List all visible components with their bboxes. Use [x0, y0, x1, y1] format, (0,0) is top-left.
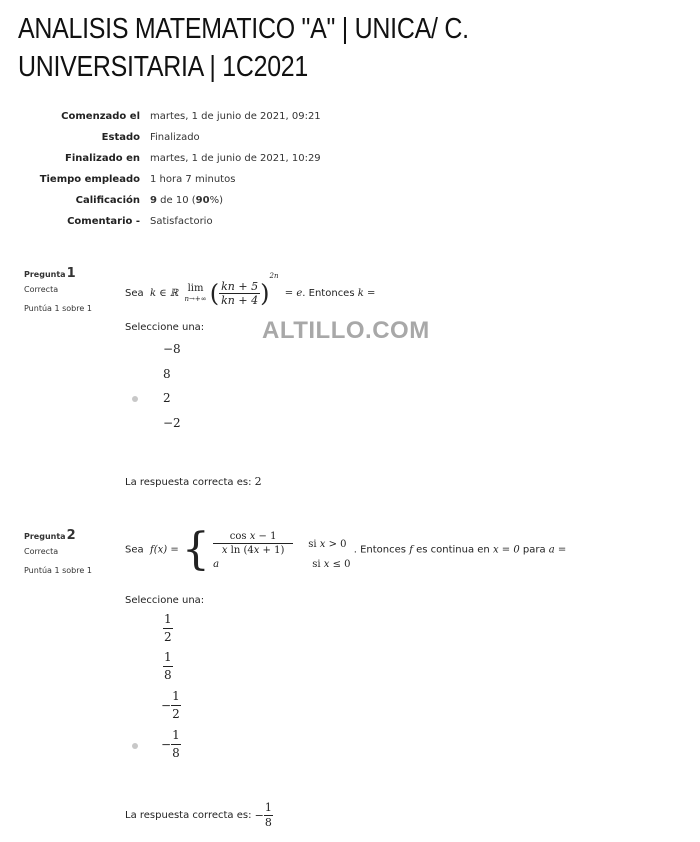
summary-label: Estado	[101, 132, 140, 143]
watermark: ALTILLO.COM	[262, 317, 430, 344]
correct-answer-sign: −	[254, 809, 264, 822]
question-mid-text: es continua en	[416, 544, 490, 556]
radio-selected-icon[interactable]	[132, 396, 138, 402]
answer-option[interactable]: − $\frac{1}{2}$	[161, 689, 180, 721]
question-prefix: Sea	[125, 288, 144, 299]
correct-answer-value: $\frac{1}{8}$	[264, 801, 272, 829]
summary-value: martes, 1 de junio de 2021, 09:21	[150, 111, 321, 122]
summary-label: Calificación	[75, 195, 140, 206]
grade-percent: 90	[195, 195, 210, 206]
question-grade: Puntúa 1 sobre 1	[24, 566, 92, 575]
summary-label: Comenzado el	[61, 111, 140, 122]
summary-label: Comentario -	[67, 216, 140, 227]
grade-percent-sign: %)	[209, 195, 223, 206]
question-label: Pregunta	[24, 532, 66, 541]
summary-value: martes, 1 de junio de 2021, 10:29	[150, 153, 321, 164]
question-text: Sea f(x) = { $\frac{\text{cos x − 1}}{\text{x ln (4x + 1)}}$ si x > 0 a si x ≤ 0 . Entonces f es continua en x = 0 para a =	[125, 524, 567, 575]
question-info	[24, 528, 92, 575]
question-suffix: . Entonces	[353, 544, 406, 556]
summary-label: Tiempo empleado	[39, 174, 140, 185]
correct-answer-label: La respuesta correcta es:	[125, 810, 252, 821]
math-expression: k ∈ ℝ lim n→+∞ ( $\frac{kn + 5}{kn + 4}$ )$^{2n}$ = e	[146, 272, 303, 308]
question-suffix: . Entonces	[302, 288, 355, 299]
question-para-text: para	[522, 544, 546, 556]
correct-answer	[125, 475, 262, 488]
grade-score: 9	[150, 195, 157, 206]
question-state: Correcta	[24, 285, 59, 294]
correct-answer	[125, 801, 273, 830]
select-prompt: Seleccione una:	[125, 322, 205, 333]
answer-option[interactable]: − $\frac{1}{8}$	[161, 728, 180, 760]
answer-option[interactable]: 8	[163, 367, 171, 381]
question-label: Pregunta	[24, 270, 66, 279]
grade-total: de 10 (	[156, 195, 196, 206]
question-number: 2	[66, 528, 76, 543]
answer-option[interactable]: −8	[163, 342, 181, 356]
select-prompt: Seleccione una:	[125, 595, 205, 606]
grade-value	[150, 194, 223, 208]
answer-option[interactable]: $\frac{1}{2}$	[164, 612, 172, 644]
summary-value: 1 hora 7 minutos	[150, 174, 236, 185]
answer-option[interactable]: −2	[163, 416, 181, 430]
question-grade: Puntúa 1 sobre 1	[24, 304, 92, 313]
question-number: 1	[66, 266, 76, 281]
correct-answer-value: 2	[254, 475, 262, 488]
brace-icon: {	[181, 524, 210, 575]
summary-value: Satisfactorio	[150, 216, 213, 227]
summary-label: Finalizado en	[65, 153, 140, 164]
question-state: Correcta	[24, 547, 59, 556]
page-title: ANALISIS MATEMATICO "A" | UNICA/ C. UNIVERSITARIA | 1C2021	[18, 13, 469, 83]
answer-option[interactable]: 2	[163, 391, 171, 405]
summary-value: Finalizado	[150, 132, 200, 143]
radio-selected-icon[interactable]	[132, 743, 138, 749]
answer-option[interactable]: $\frac{1}{8}$	[164, 650, 172, 682]
question-info	[24, 266, 92, 313]
piecewise-expression: $\frac{\text{cos x − 1}}{\text{x ln (4x + 1)}}$ si x > 0 a si x ≤ 0	[213, 531, 351, 570]
correct-answer-label: La respuesta correcta es:	[125, 477, 252, 488]
question-prefix: Sea	[125, 544, 144, 556]
question-text: Sea k ∈ ℝ lim n→+∞ ( $\frac{kn + 5}{kn + 4}$ )$^{2n}$ = e. Entonces k =	[125, 272, 376, 308]
